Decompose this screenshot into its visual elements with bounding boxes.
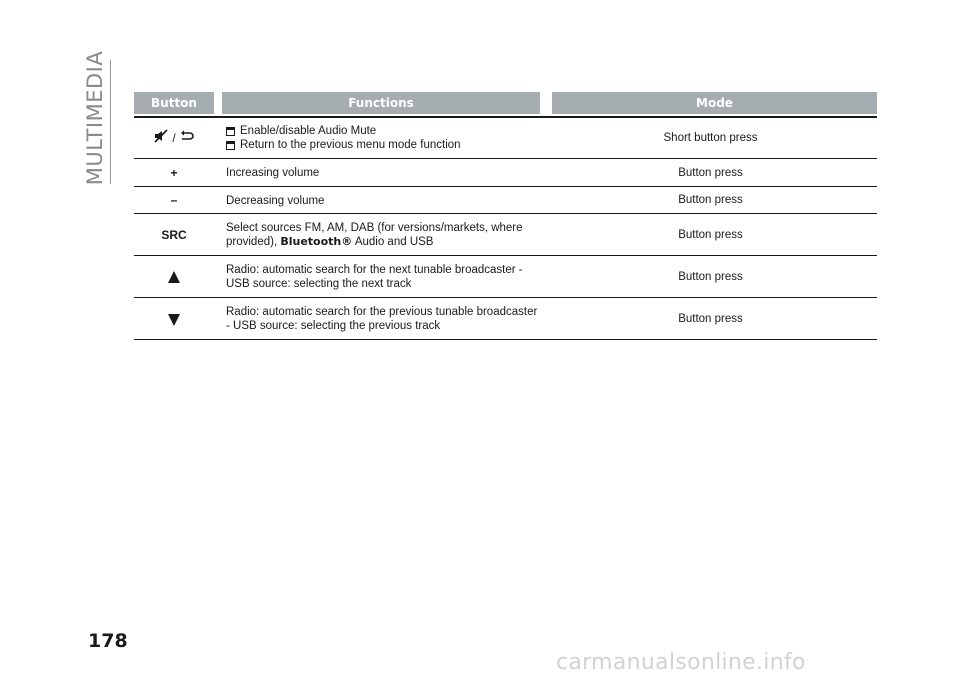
functions-cell	[226, 118, 544, 158]
table-row	[134, 298, 877, 340]
header-mode: Mode	[552, 92, 877, 114]
triangle-up-icon	[168, 271, 180, 283]
table-row	[134, 214, 877, 256]
function-text: Select sources FM, AM, DAB (for versions/markets, where provided),	[226, 222, 523, 248]
page-number: 178	[88, 630, 128, 652]
table-row	[134, 187, 877, 214]
mute-return-buttons	[154, 129, 193, 146]
section-label	[82, 52, 108, 184]
section-label-text: MULTIMEDIA	[83, 50, 107, 186]
table-row	[134, 159, 877, 187]
button-cell	[134, 256, 214, 297]
function-text: Enable/disable Audio Mute	[240, 125, 377, 137]
mode-cell: Button press	[678, 228, 743, 241]
button-cell	[134, 298, 214, 339]
functions-cell: Radio: automatic search for the next tunable broadcaster - USB source: selecting the next track	[226, 264, 523, 290]
functions-cell: Radio: automatic search for the previous tunable broadcaster - USB source: selecting the previous track	[226, 306, 538, 332]
watermark: carmanualsonline.info	[556, 650, 806, 675]
button-cell: –	[170, 193, 178, 207]
bluetooth-label: Bluetooth®	[280, 235, 353, 248]
functions-cell: Increasing volume	[226, 167, 320, 179]
bullet-icon	[226, 141, 235, 150]
button-cell: +	[170, 166, 178, 180]
table-header	[134, 92, 877, 114]
functions-cell	[226, 214, 544, 255]
button-cell	[134, 118, 214, 158]
return-icon	[180, 130, 194, 145]
button-functions-table	[134, 92, 877, 340]
mode-cell: Button press	[678, 166, 743, 179]
table-row	[134, 256, 877, 298]
button-separator: /	[172, 130, 176, 145]
header-button: Button	[134, 92, 214, 114]
table-row	[134, 118, 877, 159]
button-cell: SRC	[161, 228, 187, 242]
bullet-icon	[226, 127, 235, 136]
function-text: Audio and USB	[354, 236, 434, 248]
mode-cell: Button press	[678, 194, 743, 206]
function-text: Return to the previous menu mode function	[240, 139, 461, 151]
function-item	[226, 124, 544, 138]
section-divider	[110, 60, 111, 184]
triangle-down-icon	[168, 314, 180, 326]
function-item	[226, 138, 544, 152]
functions-cell: Decreasing volume	[226, 195, 325, 207]
mode-cell: Short button press	[663, 132, 758, 144]
mode-cell: Button press	[678, 312, 743, 325]
header-functions: Functions	[222, 92, 540, 114]
mode-cell: Button press	[678, 270, 743, 283]
mute-icon	[154, 129, 168, 146]
